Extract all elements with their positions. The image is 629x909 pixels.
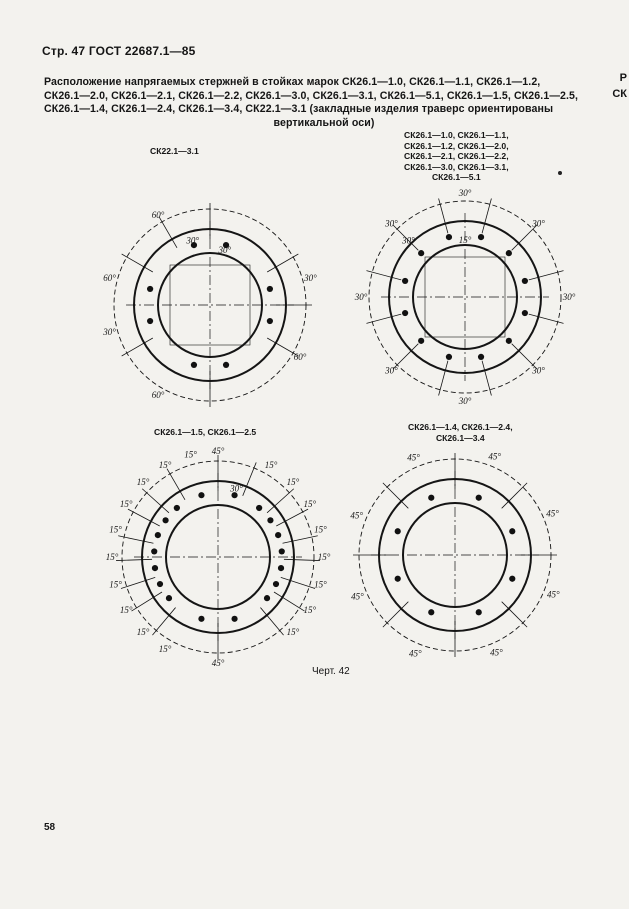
prestressed-bar bbox=[147, 318, 153, 324]
prestressed-bar bbox=[279, 548, 285, 554]
angle-label: 15° bbox=[109, 524, 122, 535]
dimension-line bbox=[439, 198, 448, 233]
angle-label: 45° bbox=[488, 451, 502, 462]
figure-title-line: СК26.1—3.0, СК26.1—3.1, bbox=[404, 161, 509, 172]
page-header: Стр. 47 ГОСТ 22687.1—85 bbox=[42, 44, 196, 58]
prestressed-bar bbox=[428, 609, 434, 615]
prestressed-bar bbox=[509, 528, 515, 534]
angle-label: 30° bbox=[385, 365, 398, 376]
angle-label: 15° bbox=[119, 605, 133, 615]
prestressed-bar bbox=[231, 616, 237, 622]
prestressed-bar bbox=[275, 532, 281, 538]
prestressed-bar bbox=[509, 576, 515, 582]
figure-reference: Черт. 42 bbox=[312, 666, 350, 677]
dimension-line bbox=[529, 314, 564, 323]
prestressed-bar bbox=[395, 576, 401, 582]
dimension-line bbox=[142, 489, 169, 513]
dimension-line bbox=[366, 314, 401, 323]
prestressed-bar bbox=[152, 565, 158, 571]
figure-title-line: СК26.1—1.2, СК26.1—2.0, bbox=[404, 140, 509, 151]
angle-label: 15° bbox=[184, 449, 197, 460]
dimension-line bbox=[502, 483, 527, 508]
page-number: 58 bbox=[44, 822, 56, 833]
edge-letter-mid: СК bbox=[612, 88, 627, 100]
angle-label: 60° bbox=[293, 352, 307, 362]
caption-line-1: Расположение напрягаемых стержней в стойках марок СК26.1—1.0, СК26.1—1.1, СК26.1—1.2, bbox=[44, 76, 541, 88]
inner-wall-circle bbox=[403, 503, 507, 607]
angle-label: 45° bbox=[408, 648, 422, 659]
edge-letter-top: Р bbox=[619, 72, 627, 84]
caption-line-2: СК26.1—2.0, СК26.1—2.1, СК26.1—2.2, СК26.1—3.0, СК26.1—3.1, СК26.1—5.1, СК26.1—1.5, СК26.1—2.5, bbox=[44, 89, 579, 102]
prestressed-bar bbox=[174, 505, 180, 511]
inner-wall-circle bbox=[158, 253, 262, 357]
prestressed-bar bbox=[155, 532, 161, 538]
prestressed-bar bbox=[418, 250, 424, 256]
angle-label: 15° bbox=[286, 626, 300, 637]
angle-label: 45° bbox=[490, 647, 503, 658]
prestressed-bar bbox=[267, 318, 273, 324]
figure-4-drawing bbox=[340, 445, 570, 665]
prestressed-bar bbox=[267, 286, 273, 292]
prestressed-bar bbox=[191, 362, 197, 368]
angle-label: 30° bbox=[186, 235, 199, 246]
angle-label: 30° bbox=[218, 244, 232, 255]
prestressed-bar bbox=[264, 595, 270, 601]
inner-wall-circle bbox=[413, 245, 517, 349]
dimension-line bbox=[512, 225, 537, 250]
prestressed-bar bbox=[256, 505, 262, 511]
angle-label: 15° bbox=[314, 579, 327, 590]
prestressed-bar bbox=[395, 528, 401, 534]
angle-label: 15° bbox=[105, 552, 119, 562]
figure-title-line: СК26.1—1.0, СК26.1—1.1, bbox=[404, 130, 509, 140]
angle-label: 45° bbox=[407, 452, 420, 463]
prestressed-bar bbox=[446, 354, 452, 360]
dimension-line bbox=[167, 469, 185, 500]
angle-label: 15° bbox=[303, 499, 317, 509]
prestressed-bar bbox=[476, 495, 482, 501]
prestressed-bar bbox=[506, 250, 512, 256]
angle-label: 15° bbox=[286, 477, 300, 488]
angle-label: 45° bbox=[211, 658, 225, 667]
dimension-line bbox=[121, 577, 155, 588]
angle-label: 15° bbox=[109, 579, 122, 590]
angle-label: 30° bbox=[458, 188, 472, 198]
prestressed-bar bbox=[476, 609, 482, 615]
figure-title-line: СК26.1—2.1, СК26.1—2.2, bbox=[404, 151, 509, 162]
angle-label: 15° bbox=[317, 552, 331, 562]
dimension-line bbox=[284, 559, 320, 560]
angle-label: 30° bbox=[103, 326, 116, 337]
prestressed-bar bbox=[446, 234, 452, 240]
figure-title-line: СК26.1—1.5, СК26.1—2.5 bbox=[154, 427, 257, 437]
outer-wall-circle bbox=[142, 481, 294, 633]
prestressed-bar bbox=[478, 234, 484, 240]
angle-label: 45° bbox=[211, 447, 225, 456]
outer-wall-circle bbox=[134, 229, 286, 381]
angle-label: 15° bbox=[136, 477, 150, 488]
prestressed-bar bbox=[478, 354, 484, 360]
angle-label: 30° bbox=[402, 235, 415, 246]
prestressed-bar bbox=[147, 286, 153, 292]
dimension-line bbox=[122, 338, 153, 356]
prestressed-bar bbox=[198, 492, 204, 498]
angle-label: 60° bbox=[103, 273, 116, 284]
prestressed-bar bbox=[506, 338, 512, 344]
angle-label: 30° bbox=[354, 292, 368, 302]
prestressed-bar bbox=[402, 310, 408, 316]
angle-label: 45° bbox=[351, 591, 364, 602]
prestressed-bar bbox=[418, 338, 424, 344]
dimension-line bbox=[502, 602, 527, 627]
dimension-line bbox=[116, 559, 152, 560]
angle-label: 15° bbox=[158, 460, 172, 471]
angle-label: 15° bbox=[314, 524, 327, 535]
figure-title-line: СК26.1—3.4 bbox=[435, 432, 485, 443]
angle-label: 15° bbox=[136, 626, 150, 637]
dimension-line bbox=[267, 489, 294, 513]
angle-label: 15° bbox=[119, 499, 133, 509]
ink-speck bbox=[558, 171, 562, 175]
angle-label: 15° bbox=[303, 605, 317, 615]
angle-label: 30° bbox=[532, 365, 545, 376]
dimension-line bbox=[267, 254, 298, 272]
dimension-line bbox=[128, 509, 160, 526]
caption-line-3: СК26.1—1.4, СК26.1—2.4, СК26.1—3.4, СК22.1—3.1 (закладные изделия траверс ориентированы bbox=[44, 103, 554, 116]
figure-2-title bbox=[404, 130, 509, 183]
prestressed-bar bbox=[166, 595, 172, 601]
dimension-line bbox=[383, 483, 408, 508]
prestressed-bar bbox=[522, 278, 528, 284]
angle-label: 45° bbox=[350, 510, 364, 521]
dimension-line bbox=[281, 577, 315, 588]
angle-label: 30° bbox=[562, 292, 576, 302]
prestressed-bar bbox=[522, 310, 528, 316]
figure-title-line: СК26.1—5.1 bbox=[431, 172, 481, 183]
figure-2-drawing bbox=[350, 187, 580, 407]
angle-label: 45° bbox=[546, 589, 560, 600]
prestressed-bar bbox=[162, 517, 168, 523]
dimension-line bbox=[122, 254, 153, 272]
angle-label: 30° bbox=[532, 218, 545, 229]
angle-label: 30° bbox=[458, 396, 472, 406]
angle-label: 60° bbox=[151, 390, 165, 401]
angle-label: 15° bbox=[158, 643, 172, 654]
prestressed-bar bbox=[273, 581, 279, 587]
dimension-line bbox=[159, 217, 177, 248]
dimension-line bbox=[383, 602, 408, 627]
caption bbox=[44, 76, 604, 130]
figure-title-line: СК22.1—3.1 bbox=[150, 146, 199, 156]
inner-wall-circle bbox=[166, 505, 270, 609]
prestressed-bar bbox=[428, 495, 434, 501]
angle-label: 45° bbox=[546, 508, 559, 519]
prestressed-bar bbox=[151, 548, 157, 554]
angle-label: 15° bbox=[458, 235, 472, 245]
figure-3-drawing bbox=[103, 447, 333, 667]
figure-1-drawing bbox=[95, 195, 325, 415]
prestressed-bar bbox=[267, 517, 273, 523]
figure-4-title bbox=[408, 422, 513, 443]
figure-title-line: СК26.1—1.4, СК26.1—2.4, bbox=[408, 422, 513, 432]
prestressed-bar bbox=[402, 278, 408, 284]
prestressed-bar bbox=[198, 616, 204, 622]
prestressed-bar bbox=[278, 565, 284, 571]
angle-label: 30° bbox=[385, 218, 398, 229]
dimension-line bbox=[276, 509, 308, 526]
angle-label: 15° bbox=[264, 460, 278, 471]
angle-label: 30° bbox=[304, 273, 317, 284]
caption-line-4: вертикальной оси) bbox=[273, 116, 375, 129]
prestressed-bar bbox=[157, 581, 163, 587]
prestressed-bar bbox=[223, 362, 229, 368]
angle-label: 30° bbox=[230, 483, 243, 494]
figure-1-title bbox=[150, 146, 199, 157]
figure-3-title bbox=[154, 427, 256, 438]
angle-label: 60° bbox=[151, 209, 165, 220]
